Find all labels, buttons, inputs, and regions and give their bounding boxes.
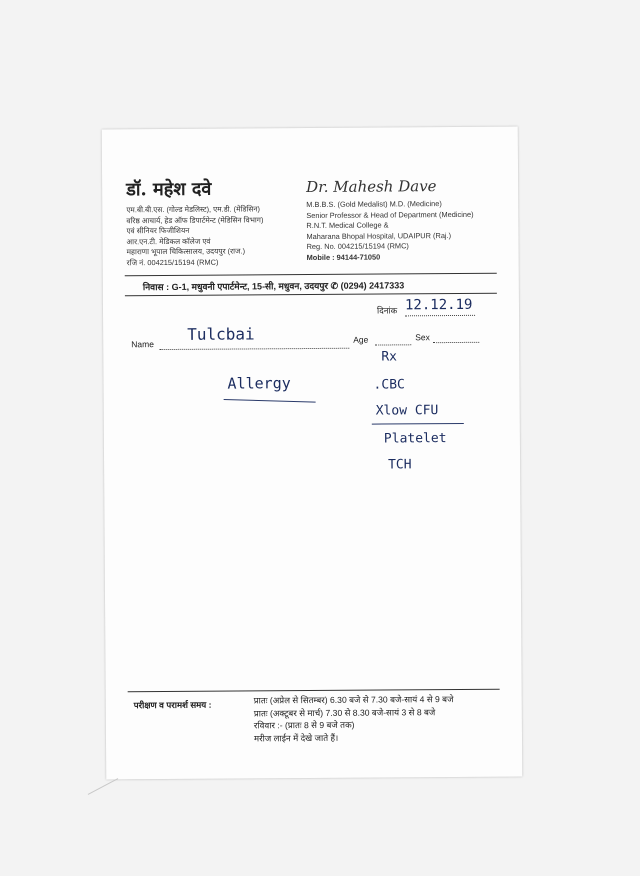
timing-line: प्रातः (अप्रेल से सितम्बर) 6.30 बजे से 7.30 बजे-सायं 4 से 9 बजे — [253, 694, 454, 706]
cbc-note: .CBC — [373, 377, 405, 393]
rx-note: Rx — [381, 349, 398, 365]
english-line: Senior Professor & Head of Department (Medicine) — [306, 209, 474, 220]
english-line: Reg. No. 004215/15194 (RMC) — [306, 241, 409, 252]
address-top-rule — [125, 273, 497, 277]
footer-rule — [128, 689, 500, 693]
hindi-line: महाराणा भूपाल चिकित्सालय, उदयपुर (राज.) — [126, 246, 246, 257]
age-label: Age — [353, 334, 369, 345]
english-line: M.B.B.S. (Gold Medalist) M.D. (Medicine) — [306, 199, 442, 210]
hindi-line: वरिष्ठ आचार्य, हेड ऑफ डिपार्टमेन्ट (मेडिसिन विभाग) — [126, 214, 264, 225]
allergy-note: Allergy — [227, 374, 291, 393]
residence-address: निवास : G-1, मधुवनी एपार्टमेन्ट, 15-सी, मधुवन, उदयपुर ✆ (0294) 2417333 — [142, 280, 405, 293]
doctor-name-english: Dr. Mahesh Dave — [306, 177, 437, 197]
sex-label: Sex — [415, 332, 430, 343]
hindi-line: एम.बी.बी.एस. (गोल्ड मेडलिस्ट), एम.डी. (मेडिसिन) — [126, 204, 260, 215]
address-bottom-rule — [125, 293, 497, 297]
hindi-line: एवं सीनियर फिजीशियन — [126, 226, 190, 236]
tch-note: TCH — [388, 457, 412, 473]
timing-line: रविवार :- (प्रातः 8 से 9 बजे तक) — [253, 719, 355, 731]
date-label: दिनांक — [376, 305, 398, 316]
age-dotted-line — [375, 336, 411, 345]
date-handwritten: 12.12.19 — [404, 296, 473, 314]
timing-line: प्रातः (अक्टूबर से मार्च) 7.30 से 8.30 बजे-सायं 3 से 8 बजे — [253, 706, 436, 718]
scan-artifact — [88, 778, 118, 795]
allergy-underline — [224, 399, 316, 403]
qualifications-english — [306, 199, 474, 264]
consultation-time-label: परीक्षण व परामर्श समय : — [133, 699, 212, 711]
sex-dotted-line — [433, 334, 479, 343]
hindi-line: आर.एन.टी. मेडिकल कॉलेज एवं — [126, 236, 211, 247]
english-line: Mobile : 94144-71050 — [306, 252, 381, 263]
english-line: R.N.T. Medical College & — [306, 220, 389, 231]
qualifications-hindi — [126, 204, 263, 269]
timing-line: मरीज लाईन में देखे जाते हैं। — [253, 732, 339, 743]
name-label: Name — [131, 339, 154, 350]
prescription-sheet — [102, 127, 523, 780]
hindi-line: रजि नं. 004215/15194 (RMC) — [126, 257, 219, 268]
english-line: Maharana Bhopal Hospital, UDAIPUR (Raj.) — [306, 230, 452, 241]
platelet-note: Platelet — [383, 431, 447, 447]
investigation-underline — [372, 423, 464, 425]
patient-name-handwritten: Tulcbai — [187, 324, 255, 344]
consultation-times — [254, 693, 454, 744]
investigation-note: Xlow CFU — [375, 403, 439, 419]
doctor-name-hindi: डॉ. महेश दवे — [126, 178, 212, 201]
